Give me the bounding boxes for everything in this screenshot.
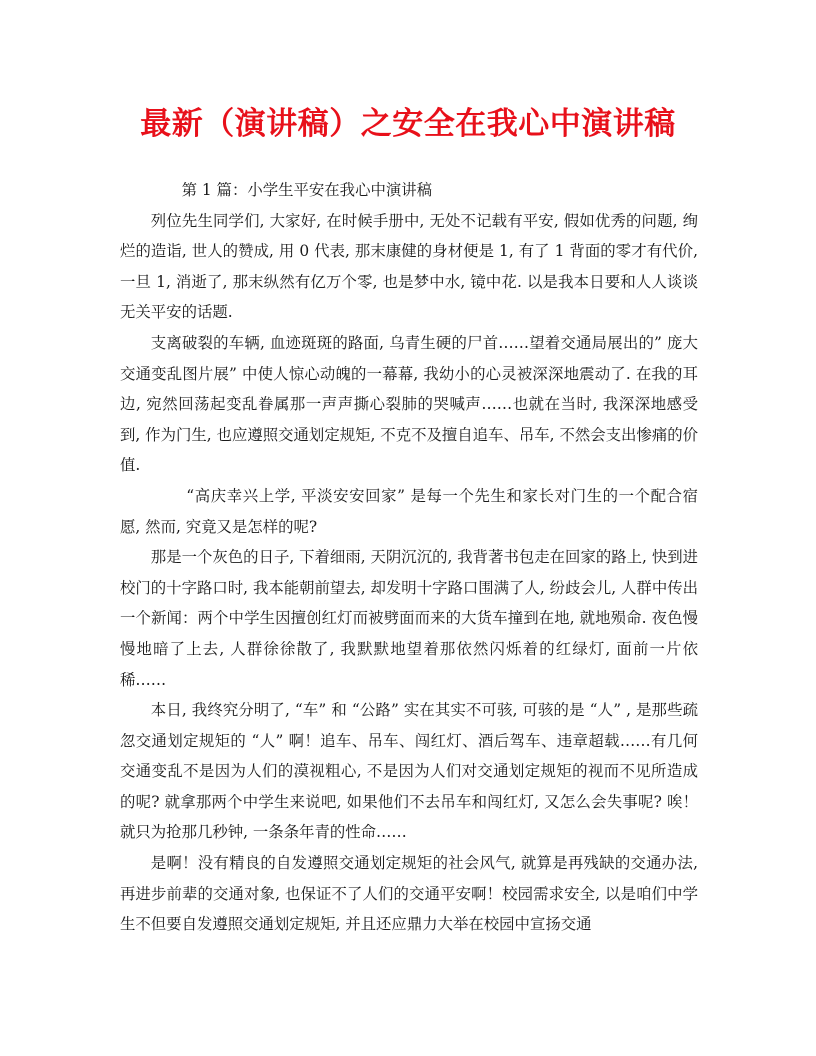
document-title: 最新（演讲稿）之安全在我心中演讲稿	[140, 106, 676, 142]
section-heading: 第 1 篇：小学生平安在我心中演讲稿	[181, 181, 433, 199]
paragraph: 支离破裂的车辆, 血迹斑斑的路面, 乌青生硬的尸首……望着交通局展出的” 庞大交通变乱图片展” 中使人惊心动魄的一幕幕, 我幼小的心灵被深深地震动了. 在我的耳边, 宛然回荡起变乱眷属那一声声撕心裂肺的哭喊声……也就在当时, 我深深地感受到, 作为门生, 也应遵照交通划定规矩, 不克不及擅自追车、吊车, 不然会支出惨痛的价值.	[120, 333, 698, 475]
paragraph: 列位先生同学们, 大家好, 在时候手册中, 无处不记载有平安, 假如优秀的问题, 绚烂的造诣, 世人的赞成, 用 0 代表, 那末康健的身材便是 1, 有了 1 背面的零才有代价, 一旦 1, 消逝了, 那末纵然有亿万个零, 也是梦中水, 镜中花. 以是我本日要和人人谈谈无关平安的话题.	[120, 211, 698, 322]
paragraph: “高庆幸兴上学, 平淡安安回家” 是每一个先生和家长对门生的一个配合宿愿, 然而, 究竟又是怎样的呢?	[120, 486, 698, 536]
paragraph: 本日, 我终究分明了, “车” 和 “公路” 实在其实不可骇, 可骇的是 “人” , 是那些疏忽交通划定规矩的 “人” 啊！追车、吊车、闯红灯、酒后驾车、违章超载……有几何交通变乱不是因为人们的漠视粗心, 不是因为人们对交通划定规矩的视而不见所造成的呢? 就拿那两个中学生来说吧, 如果他们不去吊车和闯红灯, 又怎么会失事呢? 唉！就只为抢那几秒钟, 一条条年青的性命……	[120, 701, 698, 842]
paragraph: 是啊！没有精良的自发遵照交通划定规矩的社会风气, 就算是再残缺的交通办法, 再进步前辈的交通对象, 也保证不了人们的交通平安啊！校园需求安全, 以是咱们中学生不但要自发遵照交通划定规矩, 并且还应鼎力大举在校园中宣扬交通	[120, 854, 698, 934]
paragraph: 那是一个灰色的日子, 下着细雨, 天阴沉沉的, 我背著书包走在回家的路上, 快到进校门的十字路口时, 我本能朝前望去, 却发明十字路口围满了人, 纷歧会儿, 人群中传出一个新闻：两个中学生因擅创红灯而被劈面而来的大货车撞到在地, 就地殒命. 夜色慢慢地暗了上去, 人群徐徐散了, 我默默地望着那依然闪烁着的红绿灯, 面前一片依稀……	[120, 548, 698, 689]
document-body	[120, 175, 698, 940]
